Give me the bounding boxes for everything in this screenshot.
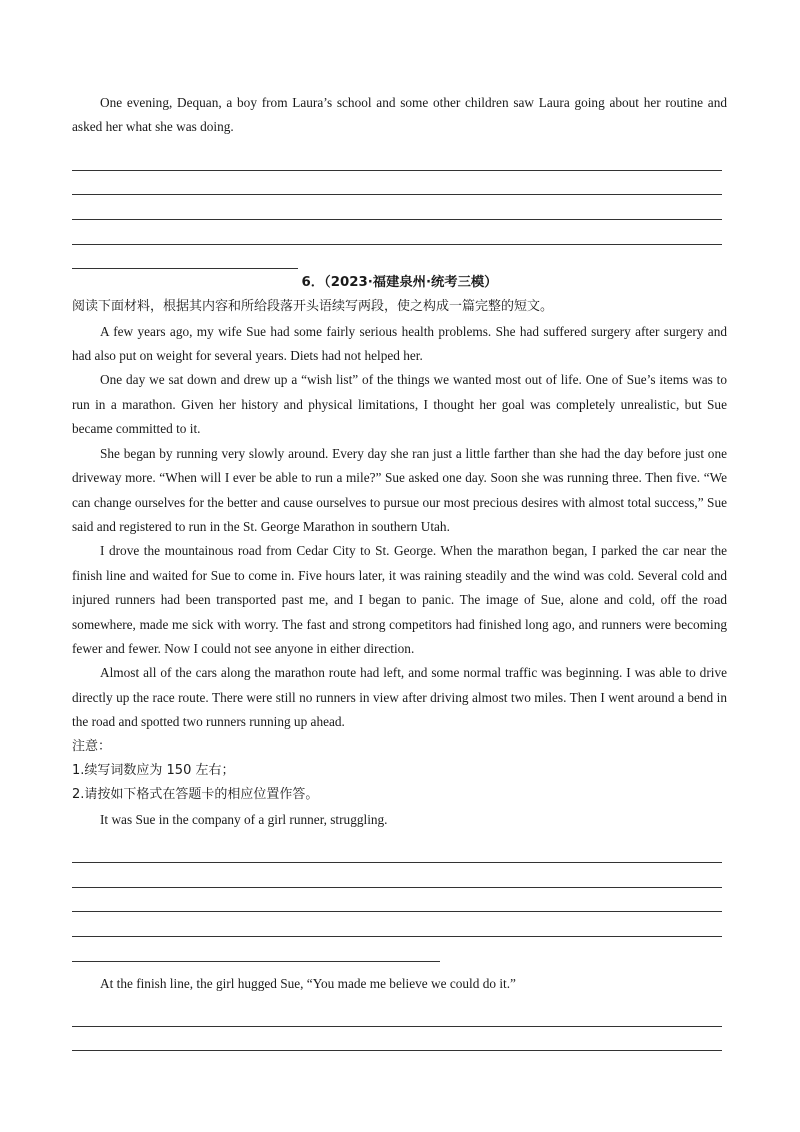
passage-paragraph: I drove the mountainous road from Cedar City to St. George. When the marathon began, I parked the car near the finish line and waited for Sue to come in. Five hours later, it was raining steadily and the wind was cold. Several cold and injured runners had been transported past me, and I began to panic. The image of Sue, alone and cold, off the road somewhere, made me sick with worry. The fast and strong competitors had finished long ago, and runners were becoming fewer and fewer. Now I could not see anyone in either direction. xyxy=(72,543,727,656)
answer-line[interactable] xyxy=(72,220,722,245)
answer-line[interactable] xyxy=(72,1027,722,1052)
answer-lines-section5 xyxy=(72,146,727,269)
passage-paragraph: A few years ago, my wife Sue had some fairly serious health problems. She had suffered surgery after surgery and had also put on weight for several years. Diets had not helped her. xyxy=(72,323,727,364)
answer-line-short[interactable] xyxy=(72,937,440,962)
passage-paragraph: One day we sat down and drew up a “wish list” of the things we wanted most out of life. One of Sue’s items was to run in a marathon. Given her history and physical limitations, I thought her goal was completely unrealistic, but Sue became committed to it. xyxy=(72,372,727,437)
answer-line-short[interactable] xyxy=(72,245,298,270)
passage-paragraph: She began by running very slowly around. Every day she ran just a little farther than she had the day before just one driveway more. “When will I ever be able to run a mile?” Sue asked one day. Soon she was running three. Then five. “We can change ourselves for the better and cause ourselves to pursue our most precious desires with almost total success,” Sue said and registered to run in the St. George Marathon in southern Utah. xyxy=(72,445,727,534)
notes-label: 注意： xyxy=(72,738,112,754)
question-title: 6．（2023·福建泉州·统考三模） xyxy=(301,275,498,291)
page-content xyxy=(72,91,727,1051)
answer-line[interactable] xyxy=(72,838,722,863)
note-item: 2.请按如下格式在答题卡的相应位置作答。 xyxy=(72,787,319,803)
paragraph2-opening-sentence: At the finish line, the girl hugged Sue, “You made me believe we could do it.” xyxy=(100,975,516,991)
answer-line[interactable] xyxy=(72,171,722,196)
answer-line[interactable] xyxy=(72,863,722,888)
question-instruction: 阅读下面材料，根据其内容和所给段落开头语续写两段，使之构成一篇完整的短文。 xyxy=(72,299,554,315)
answer-lines-paragraph2 xyxy=(72,1002,727,1051)
answer-line[interactable] xyxy=(72,146,722,171)
answer-line[interactable] xyxy=(72,1002,722,1027)
answer-line[interactable] xyxy=(72,195,722,220)
answer-lines-paragraph1 xyxy=(72,838,727,961)
paragraph1-opening-sentence: It was Sue in the company of a girl runner, struggling. xyxy=(100,811,388,827)
section5-opening-sentence: One evening, Dequan, a boy from Laura’s school and some other children saw Laura going about her routine and asked her what she was doing. xyxy=(72,95,727,135)
answer-line[interactable] xyxy=(72,888,722,913)
answer-line[interactable] xyxy=(72,912,722,937)
note-item: 1.续写词数应为 150 左右； xyxy=(72,762,235,778)
passage-paragraph: Almost all of the cars along the marathon route had left, and some normal traffic was beginning. I was able to drive directly up the race route. There were still no runners in view after driving almost two miles. Then I went around a bend in the road and spotted two runners running up ahead. xyxy=(72,665,727,730)
